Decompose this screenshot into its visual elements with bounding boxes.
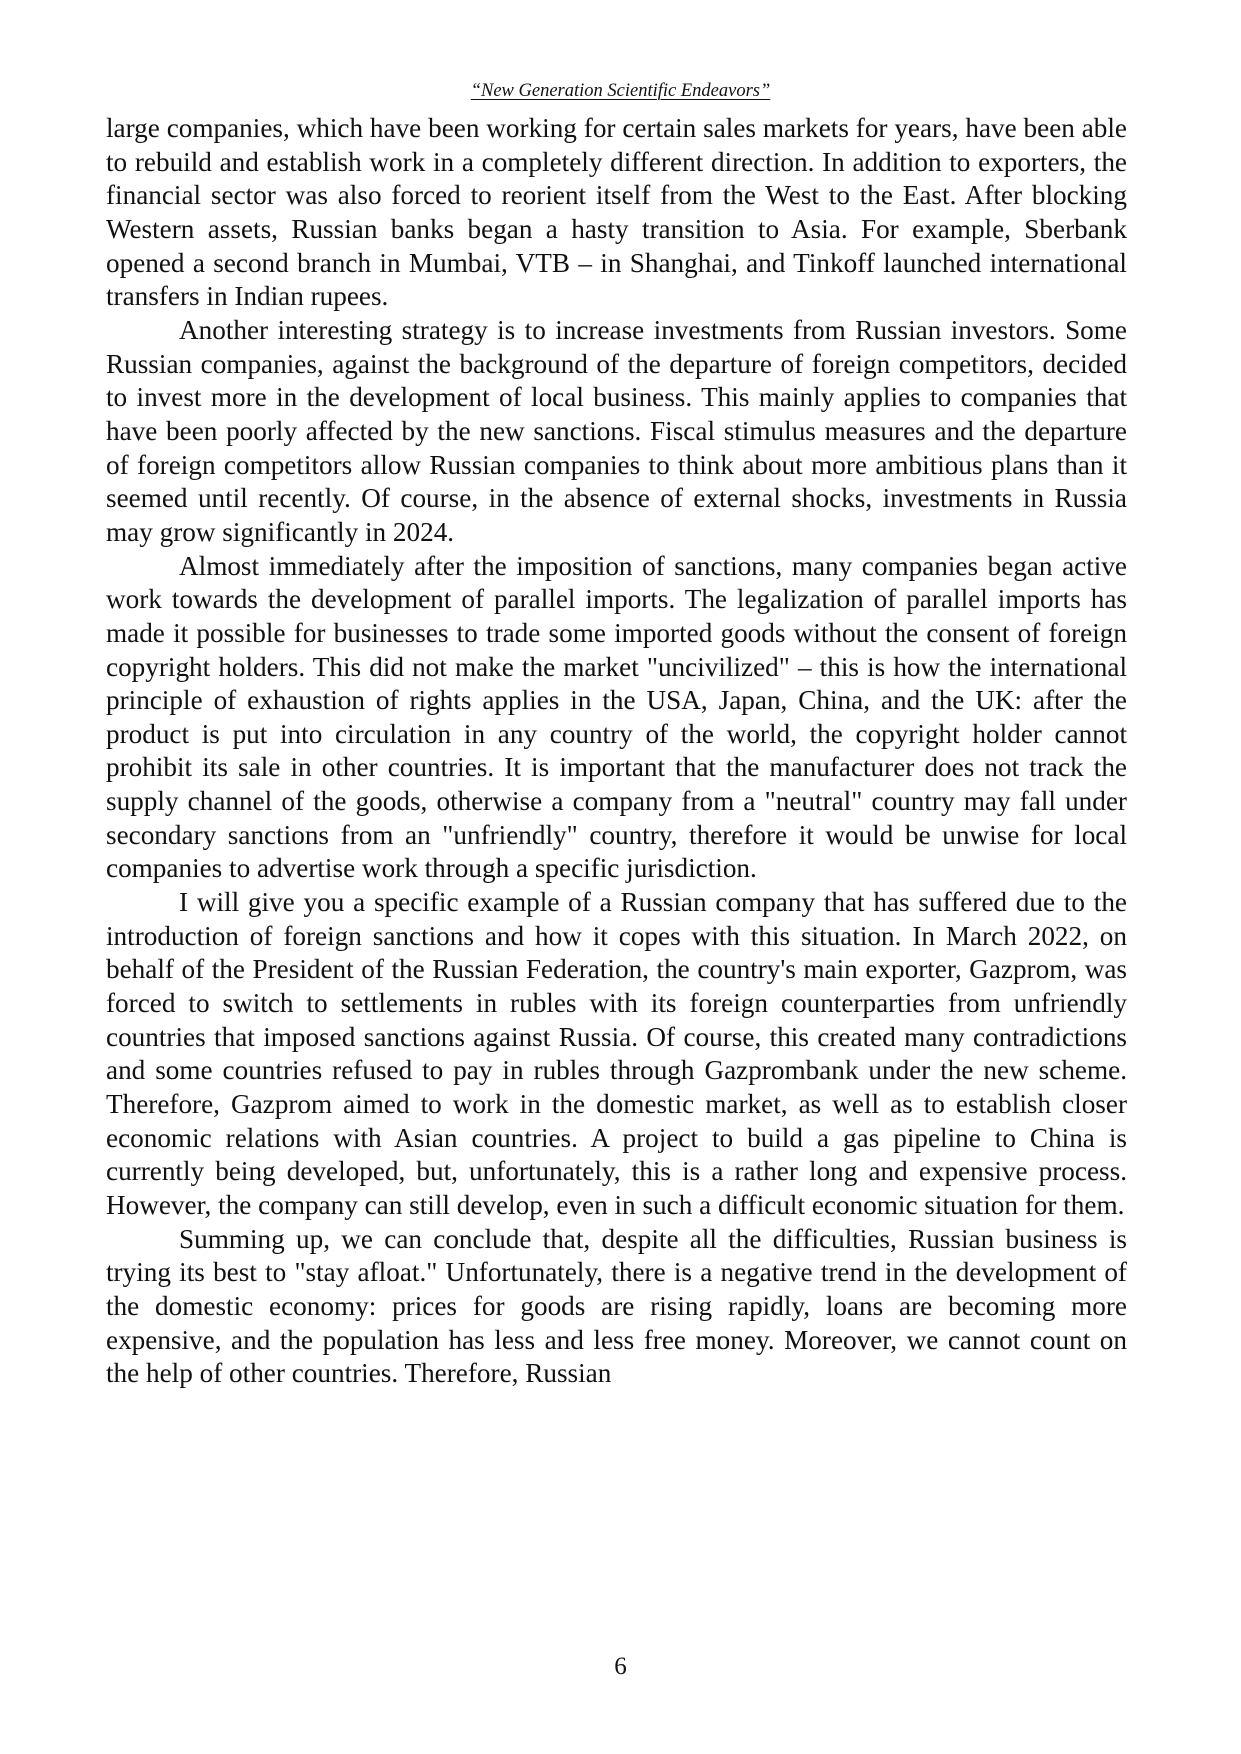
paragraph-parallel-imports: Almost immediately after the imposition of sanctions, many companies began active work towards the development of parallel imports. The legalization of parallel imports has made it possible for businesses to trade some imported goods without the consent of foreign copyright holders. This did not make the market "uncivilized" – this is how the international principle of exhaustion of rights applies in the USA, Japan, China, and the UK: after the product is put into circulation in any country of the world, the copyright holder cannot prohibit its sale in other countries. It is important that the manufacturer does not track the supply channel of the goods, otherwise a company from a "neutral" country may fall under secondary sanctions from an "unfriendly" country, therefore it would be unwise for local companies to advertise work through a specific jurisdiction. <box>106 550 1127 884</box>
paragraph-investments: Another interesting strategy is to increase investments from Russian investors. Some Russian companies, against the background of the departure of foreign competitors, decided to invest more in the development of local business. This mainly applies to companies that have been poorly affected by the new sanctions. Fiscal stimulus measures and the departure of foreign competitors allow Russian companies to think about more ambitious plans than it seemed until recently. Of course, in the absence of external shocks, investments in Russia may grow significantly in 2024. <box>106 314 1127 547</box>
page-number: 6 <box>614 1653 627 1680</box>
paragraph-summing-up: Summing up, we can conclude that, despite all the difficulties, Russian business is trying its best to "stay afloat." Unfortunately, there is a negative trend in the development of the domestic economy: prices for goods are rising rapidly, loans are becoming more expensive, and the population has less and less free money. Moreover, we cannot count on the help of other countries. Therefore, Russian <box>106 1223 1127 1389</box>
running-header <box>0 80 1241 102</box>
body-text <box>106 112 1127 1391</box>
running-header-title: “New Generation Scientific Endeavors” <box>470 81 771 101</box>
paragraph-gazprom-example: I will give you a specific example of a Russian company that has suffered due to the introduction of foreign sanctions and how it copes with this situation. In March 2022, on behalf of the President of the Russian Federation, the country's main exporter, Gazprom, was forced to switch to settlements in rubles with its foreign counterparties from unfriendly countries that imposed sanctions against Russia. Of course, this created many contradictions and some countries refused to pay in rubles through Gazprombank under the new scheme. Therefore, Gazprom aimed to work in the domestic market, as well as to establish closer economic relations with Asian countries. A project to build a gas pipeline to China is currently being developed, but, unfortunately, this is a rather long and expensive process. However, the company can still develop, even in such a difficult economic situation for them. <box>106 887 1127 1220</box>
paragraph-continuation-banks: large companies, which have been working for certain sales markets for years, have been able to rebuild and establish work in a completely different direction. In addition to exporters, the financial sector was also forced to reorient itself from the West to the East. After blocking Western assets, Russian banks began a hasty transition to Asia. For example, Sberbank opened a second branch in Mumbai, VTB – in Shanghai, and Tinkoff launched international transfers in Indian rupees. <box>106 113 1127 312</box>
